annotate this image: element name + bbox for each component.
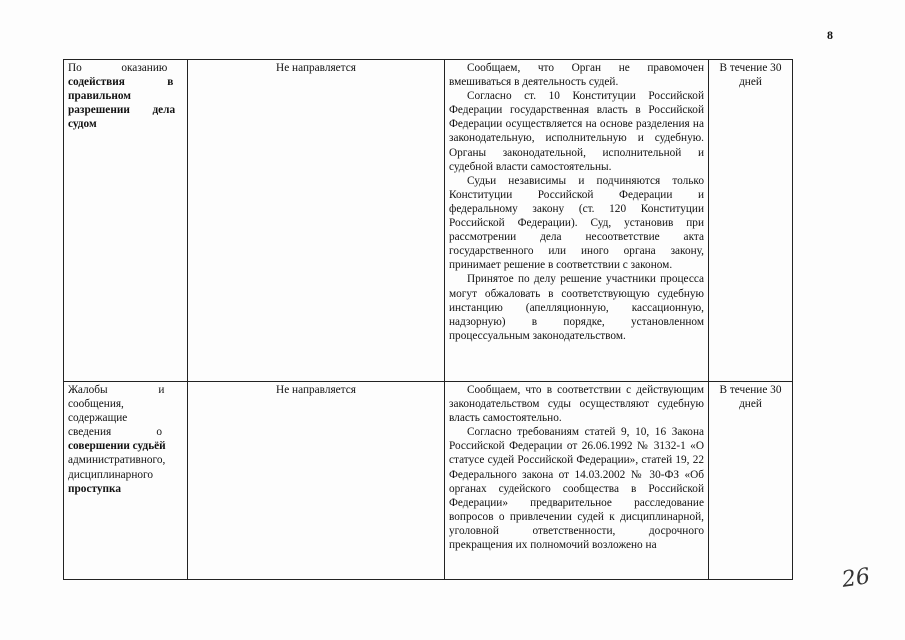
response-cell	[445, 60, 709, 382]
topic-line: судом	[68, 118, 97, 131]
topic-line: правильном	[68, 90, 131, 103]
topic-line: По оказанию	[68, 62, 168, 74]
topic-line: содействия в	[68, 76, 174, 89]
table-row	[64, 60, 793, 382]
topic-line: проступка	[68, 482, 121, 495]
topic-line: дисциплинарного	[68, 468, 154, 481]
topic-cell	[64, 60, 188, 382]
topic-line: Жалобы и	[68, 384, 165, 396]
topic-line: административного,	[68, 454, 166, 467]
topic-cell	[64, 382, 188, 580]
response-paragraph: Судьи независимы и подчиняются только Конституции Российской Федерации и федеральному закону (ст. 120 Конституции Российской Федерации). Суд, установив при рассмотрении дела несоответствие акта государственного или иного органа закону, принимает решение в соответствии с законом.	[449, 174, 704, 272]
response-paragraph: Сообщаем, что в соответствии с действующим законодательством суды осуществляют судебную власть самостоятельно.	[449, 384, 704, 425]
response-paragraph: Сообщаем, что Орган не правомочен вмешиваться в деятельность судей.	[449, 62, 704, 89]
response-paragraph: Принятое по делу решение участники процесса могут обжаловать в соответствующую судебную инстанцию (апелляционную, кассационную, надзорную) в порядке, установленном процессуальным законодательством.	[449, 273, 704, 342]
topic-line: сообщения,	[68, 398, 124, 411]
response-cell	[445, 382, 709, 580]
table-row	[64, 382, 793, 580]
topic-line: разрешении дела	[68, 104, 176, 117]
topic-line: совершении судьёй	[68, 440, 166, 453]
topic-line: сведения о	[68, 426, 163, 439]
topic-line: содержащие	[68, 412, 128, 425]
forwarding-cell: Не направляется	[188, 382, 445, 580]
handwritten-page-mark: 26	[840, 564, 872, 593]
appeals-table	[63, 59, 793, 580]
response-paragraph: Согласно ст. 10 Конституции Российской Федерации государственная власть в Российской Федерации осуществляется на основе разделения на законодательную, исполнительную и судебную. Органы законодательной, исполнительной и судебной власти самостоятельны.	[449, 90, 704, 173]
deadline-cell: В течение 30 дней	[709, 60, 793, 382]
forwarding-cell: Не направляется	[188, 60, 445, 382]
page-number: 8	[827, 28, 833, 42]
deadline-cell: В течение 30 дней	[709, 382, 793, 580]
response-paragraph: Согласно требованиям статей 9, 10, 16 Закона Российской Федерации от 26.06.1992 № 3132-1 «О статусе судей Российской Федерации», статей 19, 22 Федерального закона от 14.03.2002 № 30-ФЗ «Об органах судейского сообщества в Российской Федерации» предварительное расследование вопросов о привлечении судей к дисциплинарной, уголовной ответственности, досрочного прекращения их полномочий возложено на	[449, 426, 704, 552]
